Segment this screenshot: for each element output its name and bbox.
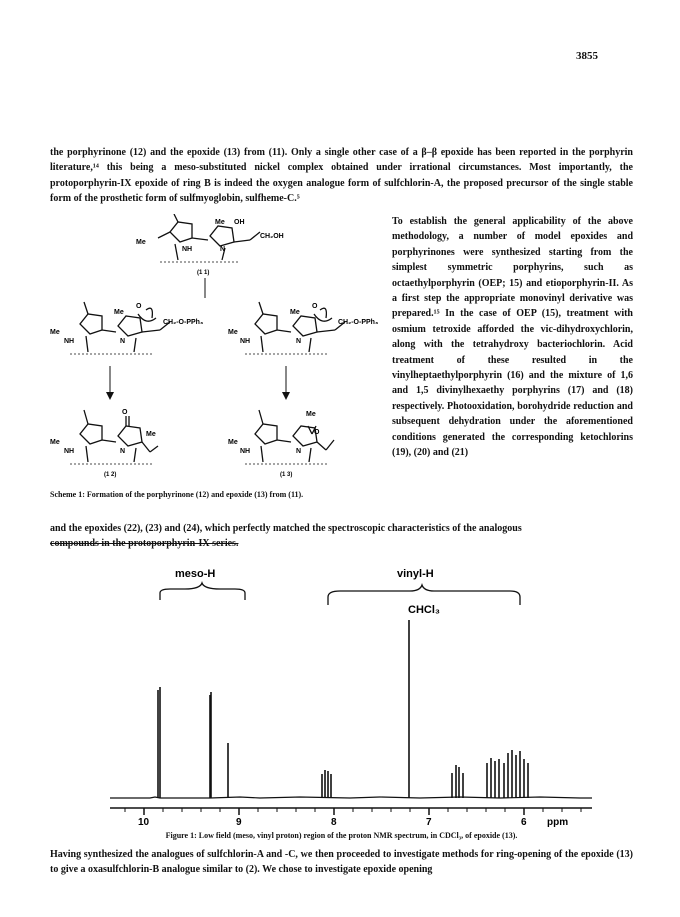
continuation-struck-text: compounds in the protoporphyrin-IX series.: [50, 538, 239, 550]
ketone-label: O: [122, 409, 128, 416]
oxide-label: O: [312, 303, 318, 310]
spectrum-peaks: [158, 620, 528, 798]
phosphonium-label: CH₂-O-PPh₃: [163, 319, 204, 326]
n-label: N: [296, 338, 302, 345]
meso-h-label: meso-H: [175, 568, 216, 580]
compound-label-11: (1 1): [197, 270, 210, 276]
scheme-diagram: [50, 214, 390, 504]
compound-label-13: (1 3): [280, 472, 293, 478]
continuation-text: and the epoxides (22), (23) and (24), which perfectly matched the spectroscopic characteristics of the analogous: [50, 523, 522, 534]
hydroxyl-label: OH: [234, 219, 245, 226]
methyl-label: Me: [50, 439, 60, 446]
nh-label: NH: [64, 338, 75, 345]
methyl-label: Me: [228, 439, 238, 446]
nh-label: NH: [64, 448, 75, 455]
nh-label: NH: [240, 448, 251, 455]
paragraph-intro: the porphyrinone (12) and the epoxide (13) from (11). Only a single other case of a β–β epoxide has been reported in the porphyrin literature,¹⁴ this being a meso-substituted nickel complex obtained under irrational circumstances. Most importantly, the protoporphyrin-IX epoxide of ring B is indeed the oxygen analogue form of sulfchlorin-A, the proposed precursor of the single stable form of the prosthetic form of sulfmyoglobin, sulfheme-C.⁵: [50, 147, 633, 205]
hydroxymethyl-label: CH₂OH: [260, 233, 284, 240]
arrow-head: [282, 392, 290, 400]
methyl-label: Me: [228, 329, 238, 336]
oxide-label: O: [136, 303, 142, 310]
methyl-label: Me: [306, 411, 316, 418]
methyl-label: Me: [215, 219, 225, 226]
tick-label-8: 8: [331, 817, 337, 828]
paragraph-continuation: [50, 521, 633, 552]
tick-label-9: 9: [236, 817, 242, 828]
axis-unit-label: ppm: [547, 817, 569, 828]
arrow-head: [106, 392, 114, 400]
nh-label: NH: [182, 246, 193, 253]
solvent-label: CHCl₃: [408, 604, 440, 616]
epoxide-oxygen-label: O: [314, 429, 320, 436]
methyl-label: Me: [114, 309, 124, 316]
tick-label-6: 6: [521, 817, 527, 828]
nh-label: NH: [240, 338, 251, 345]
n-label: N: [220, 246, 226, 253]
structure-11: [158, 214, 260, 260]
paragraph-final: Having synthesized the analogues of sulfchlorin-A and -C, we then proceeded to investigate methods for ring-opening of the epoxide (13) to give a oxasulfchlorin-B analogue similar to (2). We chose to investigate epoxide opening: [50, 849, 633, 876]
tick-label-10: 10: [138, 817, 150, 828]
methyl-label: Me: [50, 329, 60, 336]
scheme-caption: Scheme 1: Formation of the porphyrinone (12) and epoxide (13) from (11).: [50, 490, 304, 499]
compound-label-12: (1 2): [104, 472, 117, 478]
meso-h-bracket: [160, 583, 245, 600]
n-label: N: [296, 448, 302, 455]
vinyl-h-bracket: [328, 585, 520, 605]
methyl-label: Me: [146, 431, 156, 438]
nmr-spectrum: [100, 565, 600, 830]
n-label: N: [120, 448, 126, 455]
page-number: 3855: [576, 50, 598, 62]
methyl-label: Me: [136, 239, 146, 246]
figure-caption: Figure 1: Low field (meso, vinyl proton) region of the proton NMR spectrum, in CDCl₃, of epoxide (13).: [165, 831, 518, 840]
methyl-label: Me: [290, 309, 300, 316]
vinyl-h-label: vinyl-H: [397, 568, 434, 580]
tick-label-7: 7: [426, 817, 432, 828]
paragraph-right-column: To establish the general applicability of the above methodology, a number of model epoxides and porphyrinones were synthesized starting from the simplest symmetric porphyrins, such as octaethylporphyrin (OEP; 15) and etioporphyrin-II. As a first step the appropriate monovinyl derivative was prepared.¹⁵ In the case of OEP (15), treatment with osmium tetroxide afforded the vic-dihydroxychlorin, along with the tetrahydroxy bacteriochlorin. Acid treatment of these resulted in the vinylheptaethylporphyrin (16) and the mixture of 1,6 and 1,5 divinylhexaethy porphyrins (17) and (18) respectively. Photooxidation, borohydride reduction and subsequent dehydration under the aforementioned conditions generated the corresponding ketochlorins (19), (20) and (21): [392, 216, 633, 459]
phosphonium-label: CH₂-O-PPh₃: [338, 319, 379, 326]
reaction-scheme: [50, 214, 390, 504]
structure-13: [255, 410, 334, 462]
nmr-spectrum-figure: [100, 565, 600, 830]
n-label: N: [120, 338, 126, 345]
